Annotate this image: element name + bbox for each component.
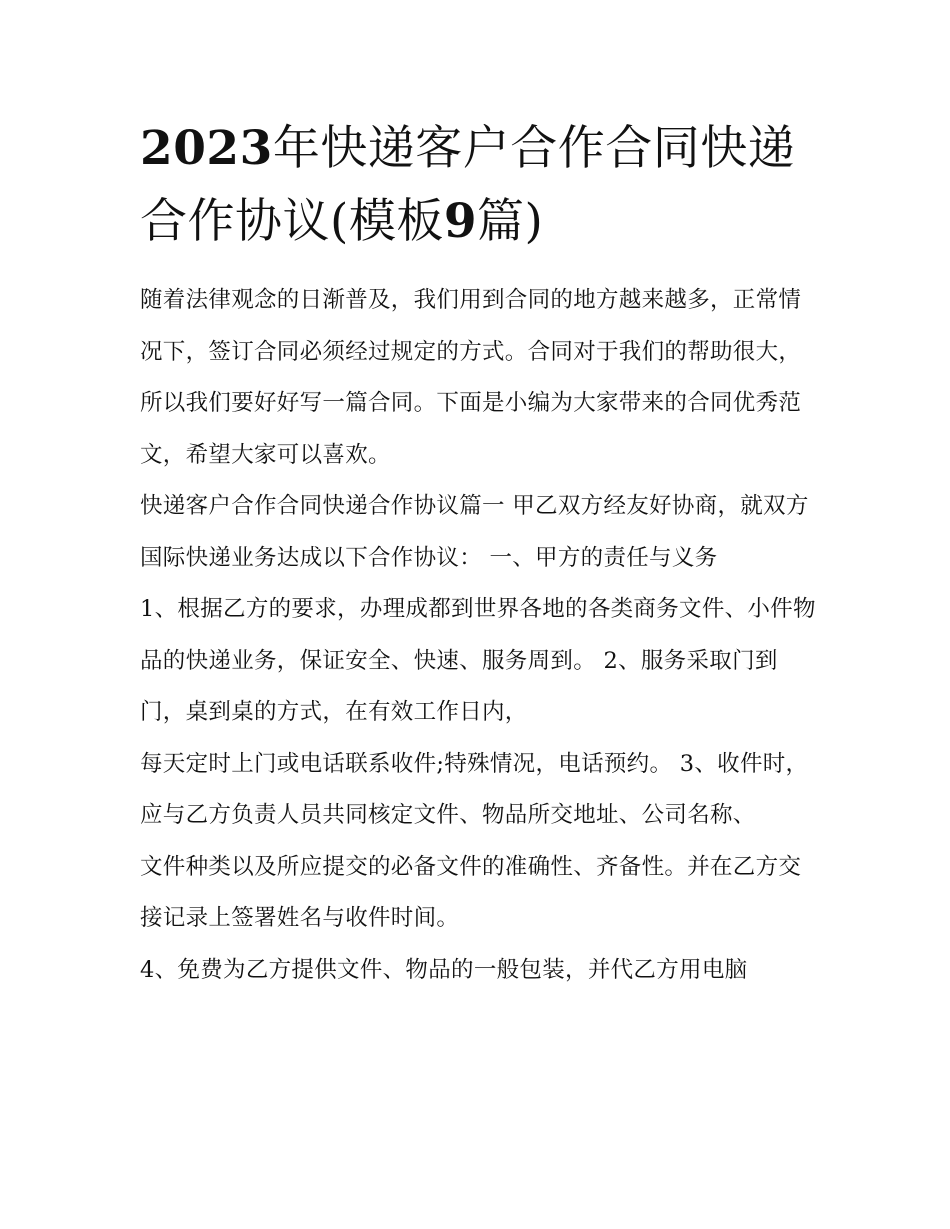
paragraph-clause-3-continued: 文件种类以及所应提交的必备文件的准确性、齐备性。并在乙方交接记录上签署姓名与收件时间。 <box>140 853 802 931</box>
paragraph-intro: 随着法律观念的日渐普及，我们用到合同的地方越来越多，正常情况下，签订合同必须经过规定的方式。合同对于我们的帮助很大，所以我们要好好写一篇合同。下面是小编为大家带来的合同优秀范文，希望大家可以喜欢。 <box>140 287 802 468</box>
paragraph-clause-4: 4、免费为乙方提供文件、物品的一般包装，并代乙方用电脑 <box>140 956 748 983</box>
document-title: 2023年快递客户合作合同快递合作协议(模板9篇) <box>140 121 796 249</box>
paragraph-clause-3: 每天定时上门或电话联系收件;特殊情况，电话预约。 3、收件时，应与乙方负责人员共同核定文件、物品所交地址、公司名称、 <box>140 750 809 828</box>
document-body <box>140 275 820 996</box>
paragraph-clause-1-2: 1、根据乙方的要求，办理成都到世界各地的各类商务文件、小件物品的快递业务，保证安全、快速、服务周到。 2、服务采取门到门，桌到桌的方式，在有效工作日内， <box>140 596 816 725</box>
paragraph-chapter-one: 快递客户合作合同快递合作协议篇一 甲乙双方经友好协商，就双方国际快递业务达成以下合作协议： 一、甲方的责任与义务 <box>140 493 809 571</box>
